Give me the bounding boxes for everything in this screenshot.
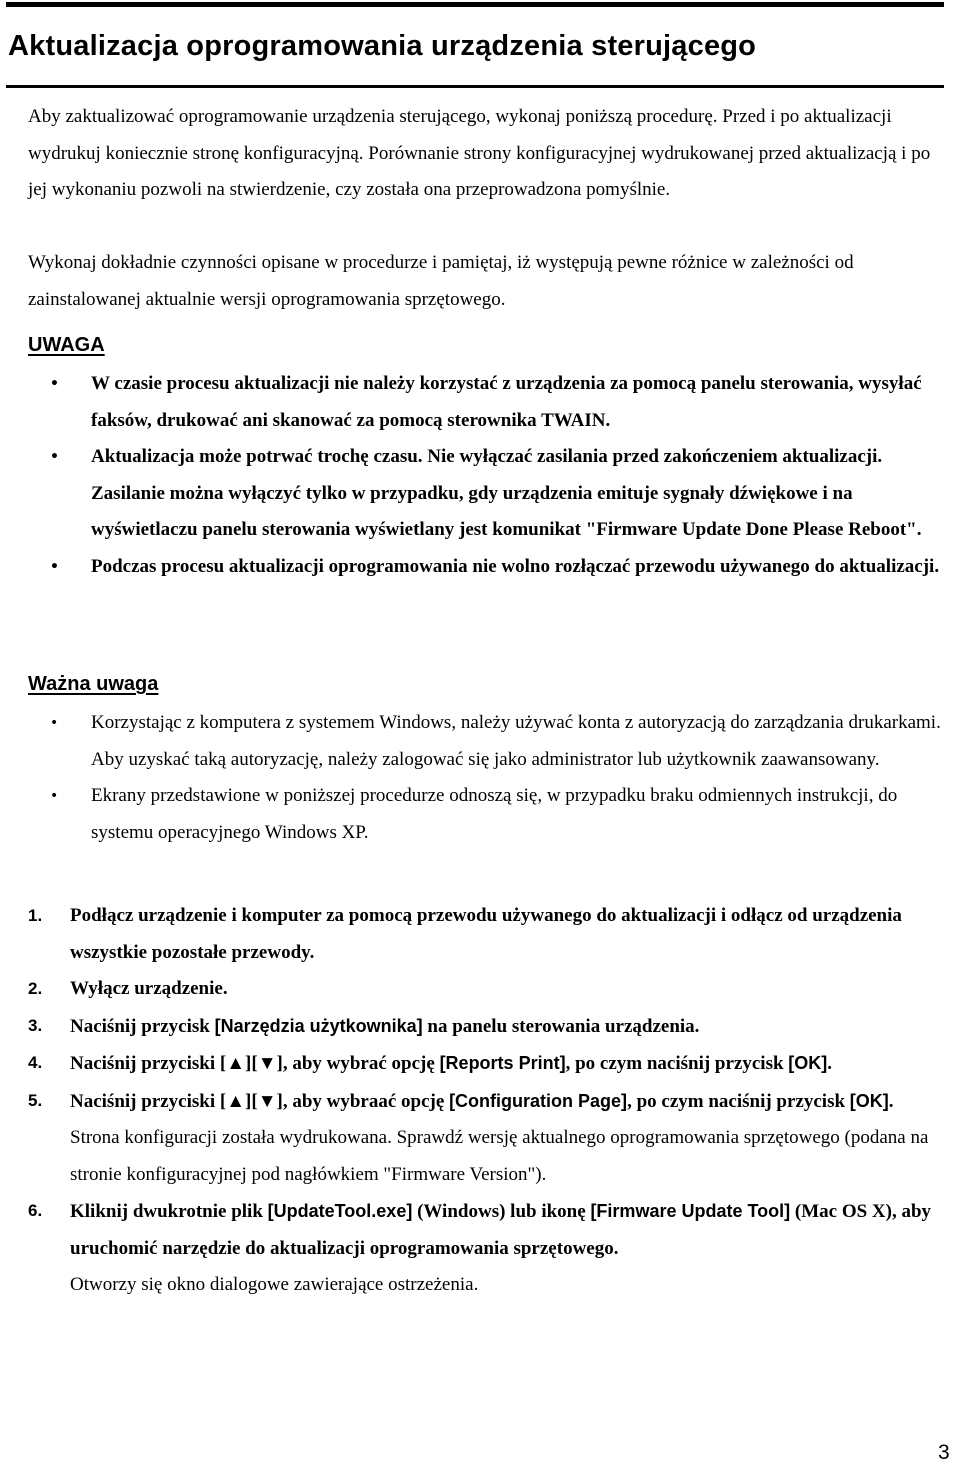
wazna-item-1: Korzystając z komputera z systemem Windows, należy używać konta z autoryzacją do zarządzania drukarkami. Aby uzyskać taką autoryzację, należy zalogować się jako administrator lub użytkownik zaawansowany. [91,712,941,770]
step-number: 2. [28,979,43,998]
step-number: 1. [28,906,43,925]
step-text: , po czym naciśnij przycisk [627,1090,850,1112]
ui-label-ok: [OK] [849,1090,889,1111]
step-note: Otworzy się okno dialogowe zawierające ostrzeżenia. [70,1274,479,1295]
step-1 [28,898,953,971]
list-item [28,778,953,851]
uwaga-list [28,366,953,585]
title-rule [6,85,944,88]
step-text: na panelu sterowania urządzenia. [422,1015,700,1037]
list-item [28,439,953,549]
step-text: . [827,1053,833,1074]
wazna-uwaga-list [28,705,953,851]
ui-label-firmware-update-tool: [Firmware Update Tool] [590,1201,791,1221]
step-text: Kliknij dwukrotnie plik [70,1201,268,1222]
step-text: Podłącz urządzenie i komputer za pomocą przewodu używanego do aktualizacji i odłącz od urządzenia wszystkie pozostałe przewody. [70,905,902,963]
bullet-icon: • [50,558,59,575]
procedure-steps [28,898,953,1304]
step-number: 3. [28,1015,43,1035]
bullet-icon: • [50,788,59,804]
uwaga-heading: UWAGA [28,334,105,356]
intro-paragraph-1: Aby zaktualizować oprogramowanie urządzenia sterującego, wykonaj poniższą procedurę. Przed i po aktualizacji wydrukuj koniecznie stronę konfiguracyjną. Porównanie strony konfiguracyjnej wydrukowanej przed aktualizacją i po jej wykonaniu pozwoli na stwierdzenie, czy została ona przeprowadzona pomyślnie. [28,106,931,200]
down-arrow-icon: ▼ [257,1090,277,1112]
ui-label-configuration-page: [Configuration Page] [449,1090,628,1111]
step-text: Naciśnij przyciski [ [70,1053,227,1074]
uwaga-item-1: W czasie procesu aktualizacji nie należy korzystać z urządzenia za pomocą panelu sterowania, wysyłać faksów, drukować ani skanować za pomocą sterownika TWAIN. [91,373,922,431]
page-number: 3 [938,1441,950,1464]
step-text: Naciśnij przycisk [70,1015,215,1037]
step-text: , po czym naciśnij przycisk [565,1053,789,1074]
step-5 [28,1083,953,1194]
bullet-icon: • [50,715,59,731]
step-4 [28,1045,953,1083]
ui-label-ok: [OK] [788,1053,828,1073]
step-3 [28,1008,953,1046]
top-rule [6,2,944,7]
up-arrow-icon: ▲ [226,1090,246,1112]
step-text: (Mac OS X), aby uruchomić narzędzie do aktualizacji oprogramowania sprzętowego. [70,1201,932,1259]
step-text: ][ [245,1053,258,1074]
step-number: 5. [28,1090,43,1110]
step-number: 4. [28,1053,43,1072]
ui-label-narzedzia: [Narzędzia użytkownika] [214,1015,423,1036]
up-arrow-icon: ▲ [226,1053,246,1074]
step-text: (Windows) lub ikonę [412,1201,591,1222]
page-title: Aktualizacja oprogramowania urządzenia sterującego [8,30,757,62]
step-text: Wyłącz urządzenie. [70,978,228,999]
list-item [28,549,953,586]
ui-label-updatetool: [UpdateTool.exe] [267,1201,413,1221]
list-item [28,705,953,778]
step-text: ], aby wybraać opcję [276,1090,450,1112]
wazna-uwaga-heading: Ważna uwaga [28,673,159,695]
step-6 [28,1193,953,1304]
step-2 [28,971,953,1008]
step-text: . [888,1090,894,1112]
bullet-icon: • [50,449,59,465]
uwaga-item-3: Podczas procesu aktualizacji oprogramowania nie wolno rozłączać przewodu używanego do aktualizacji. [91,555,940,577]
step-text: ][ [245,1090,258,1112]
wazna-item-2: Ekrany przedstawione w poniższej procedurze odnoszą się, w przypadku braku odmiennych instrukcji, do systemu operacyjnego Windows XP. [91,785,898,843]
intro-paragraph-2: Wykonaj dokładnie czynności opisane w procedurze i pamiętaj, iż występują pewne różnice w zależności od zainstalowanej aktualnie wersji oprogramowania sprzętowego. [28,252,854,310]
uwaga-item-2: Aktualizacja może potrwać trochę czasu. Nie wyłączać zasilania przed zakończeniem aktualizacji. Zasilanie można wyłączyć tylko w przypadku, gdy urządzenia emituje sygnały dźwiękowe i na wyświetlaczu panelu sterowania wyświetlany jest komunikat "Firmware Update Done Please Reboot". [91,446,922,540]
bullet-icon: • [50,376,59,392]
ui-label-reports-print: [Reports Print] [439,1053,566,1073]
list-item [28,366,953,439]
down-arrow-icon: ▼ [257,1053,277,1074]
step-number: 6. [28,1201,43,1220]
step-text: Naciśnij przyciski [ [70,1090,227,1112]
step-text: ], aby wybrać opcję [276,1053,440,1074]
step-note: Strona konfiguracji została wydrukowana. Sprawdź wersję aktualnego oprogramowania sprzętowego (podana na stronie konfiguracyjnej pod nagłówkiem "Firmware Version"). [70,1127,929,1185]
